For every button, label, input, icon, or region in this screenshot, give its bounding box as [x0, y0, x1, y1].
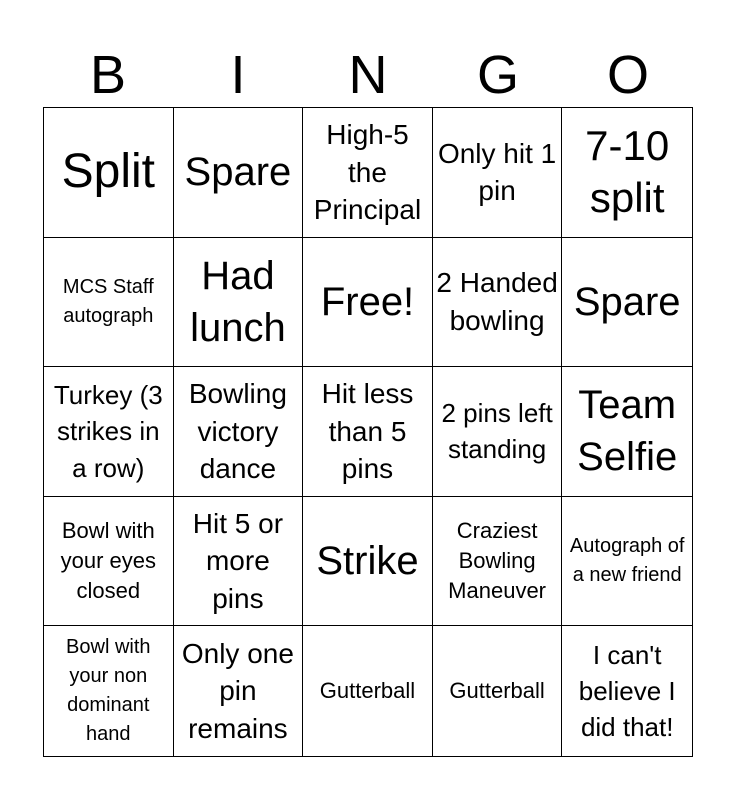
bingo-header [43, 42, 693, 108]
bingo-grid [43, 107, 693, 757]
bingo-cell-r5-c5[interactable] [562, 626, 692, 756]
cell-text: Turkey (3 strikes in a row) [53, 379, 163, 483]
bingo-cell-r3-c2[interactable] [174, 367, 304, 497]
bingo-cell-r2-c3[interactable] [303, 238, 433, 368]
cell-text: Only one pin remains [181, 637, 294, 744]
cell-text: Only hit 1 pin [437, 137, 557, 207]
bingo-cell-r3-c3[interactable] [303, 367, 433, 497]
cell-text: Strike [316, 539, 419, 584]
cell-text: Bowling victory dance [188, 378, 287, 485]
bingo-cell-r5-c3[interactable] [303, 626, 433, 756]
bingo-cell-r3-c5[interactable] [562, 367, 692, 497]
cell-text: Bowl with your eyes closed [60, 517, 156, 604]
header-letter-b: B [89, 45, 127, 105]
bingo-cell-r4-c3[interactable] [303, 497, 433, 627]
header-letter-n: N [348, 45, 388, 105]
bingo-cell-r4-c4[interactable] [433, 497, 563, 627]
cell-text: I can't believe I did that! [578, 639, 676, 743]
bingo-cell-r5-c1[interactable] [44, 626, 174, 756]
bingo-cell-r5-c2[interactable] [174, 626, 304, 756]
bingo-cell-r1-c1[interactable] [44, 108, 174, 238]
bingo-cell-r1-c4[interactable] [433, 108, 563, 238]
bingo-cell-r2-c1[interactable] [44, 238, 174, 368]
cell-text: MCS Staff autograph [62, 275, 154, 327]
bingo-cell-r4-c2[interactable] [174, 497, 304, 627]
bingo-cell-r3-c4[interactable] [433, 367, 563, 497]
cell-text: Autograph of a new friend [569, 535, 685, 587]
cell-text: Free! [320, 279, 415, 324]
header-letter-i: I [230, 45, 246, 105]
cell-text: Spare [573, 279, 681, 324]
cell-text: Hit less than 5 pins [321, 378, 414, 485]
cell-text: Craziest Bowling Maneuver [448, 517, 547, 604]
cell-text: 2 pins left standing [441, 398, 553, 465]
cell-text: Hit 5 or more pins [192, 507, 284, 614]
bingo-cell-r2-c5[interactable] [562, 238, 692, 368]
bingo-cell-r1-c3[interactable] [303, 108, 433, 238]
cell-text: Bowl with your non dominant hand [66, 636, 151, 746]
bingo-cell-r2-c4[interactable] [433, 238, 563, 368]
bingo-cell-r4-c1[interactable] [44, 497, 174, 627]
cell-text: Spare [184, 150, 292, 195]
bingo-cell-r3-c1[interactable] [44, 367, 174, 497]
cell-text: 7-10 split [585, 122, 670, 222]
header-letter-g: G [476, 45, 519, 105]
cell-text: Gutterball [319, 678, 416, 704]
bingo-cell-r2-c2[interactable] [174, 238, 304, 368]
header-letter-o: O [606, 45, 649, 105]
cell-text: Had lunch [190, 253, 286, 350]
bingo-cell-r5-c4[interactable] [433, 626, 563, 756]
bingo-cell-r4-c5[interactable] [562, 497, 692, 627]
bingo-cell-r1-c5[interactable] [562, 108, 692, 238]
cell-text: High-5 the Principal [313, 119, 422, 226]
cell-text: Team Selfie [577, 383, 678, 480]
cell-text: Split [61, 145, 155, 199]
cell-text: 2 Handed bowling [436, 267, 558, 336]
cell-text: Gutterball [449, 678, 545, 704]
bingo-cell-r1-c2[interactable] [174, 108, 304, 238]
